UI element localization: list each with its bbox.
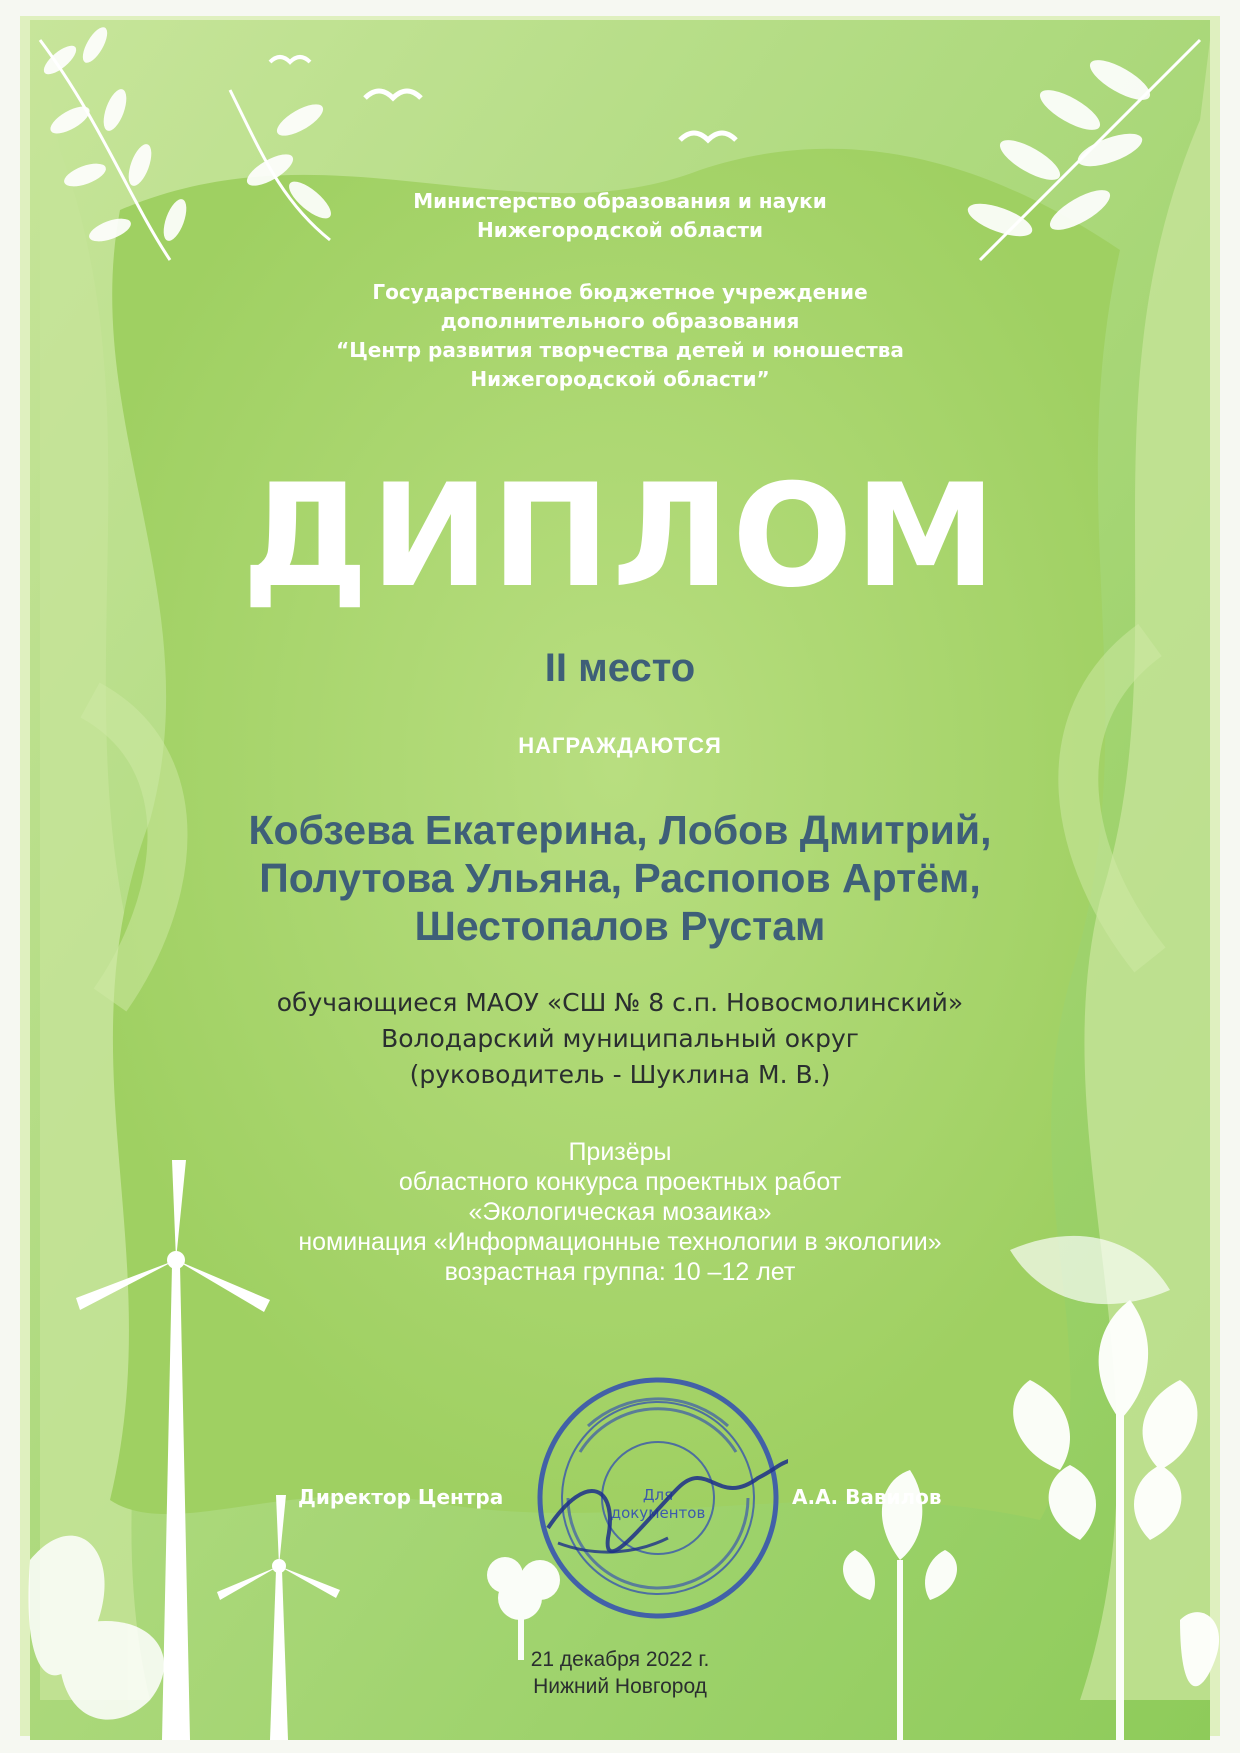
students-line: Володарский муниципальный округ xyxy=(381,1024,859,1053)
students-info xyxy=(0,985,1240,1093)
signature-name: А.А. Вавилов xyxy=(792,1485,942,1509)
contest-line: номинация «Информационные технологии в экологии» xyxy=(298,1228,942,1256)
students-line: обучающиеся МАОУ «СШ № 8 с.п. Новосмолинский» xyxy=(276,988,964,1017)
contest-line: Призёры xyxy=(568,1138,672,1166)
ministry-name xyxy=(0,187,1240,245)
footer xyxy=(0,1646,1240,1700)
recipients-line: Полутова Ульяна, Распопов Артём, xyxy=(259,855,981,901)
contest-line: областного конкурса проектных работ xyxy=(398,1168,842,1196)
students-line: (руководитель - Шуклина М. В.) xyxy=(409,1060,831,1089)
issue-date: 21 декабря 2022 г. xyxy=(530,1648,710,1671)
recipients-line: Кобзева Екатерина, Лобов Дмитрий, xyxy=(248,807,992,853)
ministry-line: Нижегородской области xyxy=(476,218,764,242)
ministry-line: Министерство образования и науки xyxy=(413,189,827,213)
contest-line: возрастная группа: 10 –12 лет xyxy=(444,1258,796,1286)
institution-line: Государственное бюджетное учреждение xyxy=(372,280,868,304)
awarded-label: НАГРАЖДАЮТСЯ xyxy=(518,733,722,758)
place-label: II место xyxy=(544,646,696,690)
recipients-line: Шестопалов Рустам xyxy=(414,903,826,949)
diploma-title: ДИПЛОМ xyxy=(241,454,999,619)
institution-line: дополнительного образования xyxy=(440,309,800,333)
institution-line: Нижегородской области” xyxy=(470,367,770,391)
institution-name xyxy=(0,278,1240,394)
issue-city: Нижний Новгород xyxy=(533,1675,707,1698)
signature-position: Директор Центра xyxy=(298,1485,504,1509)
official-stamp xyxy=(528,1368,788,1628)
svg-text:документов: документов xyxy=(610,1504,706,1522)
recipients-names xyxy=(0,806,1240,950)
svg-text:Для: Для xyxy=(642,1486,674,1504)
contest-line: «Экологическая мозаика» xyxy=(468,1198,772,1226)
institution-line: “Центр развития творчества детей и юношества xyxy=(336,338,904,362)
contest-info xyxy=(0,1137,1240,1287)
